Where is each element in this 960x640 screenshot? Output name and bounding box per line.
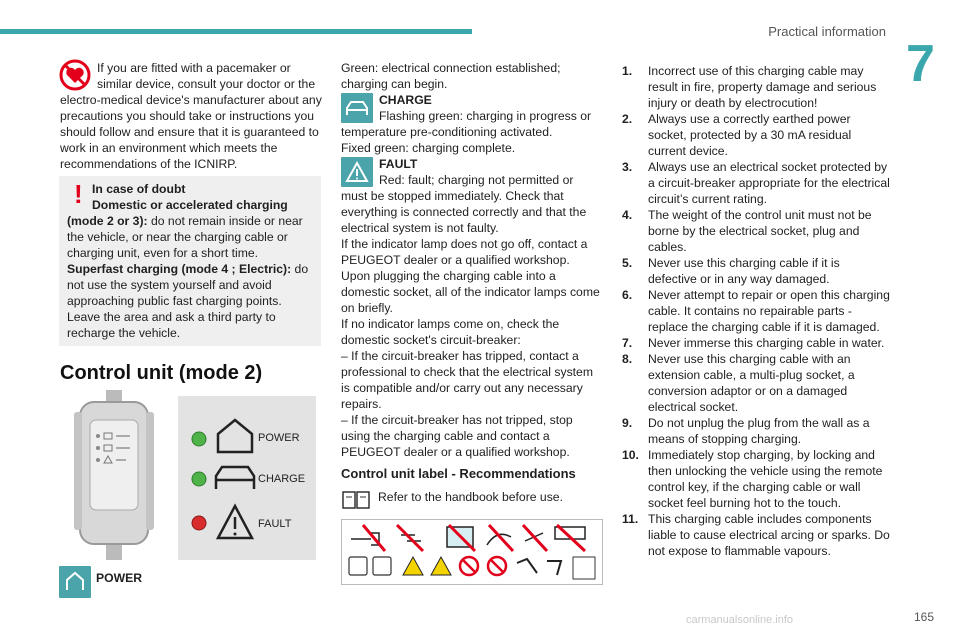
- fault-description: Red: fault; charging not permitted or must be stopped immediately. Check that everything is connected correctly and that the electrical system is not faulty.: [341, 173, 587, 235]
- list-item: 4. The weight of the control unit must not be borne by the electrical socket, plug and cables.: [622, 208, 872, 254]
- pacemaker-line2: similar device, consult your doctor or the: [97, 77, 316, 91]
- alert-paragraph-1: (mode 2 or 3): do not remain inside or near the vehicle, or near the charging cable or charging unit, even for a short time.: [67, 214, 303, 260]
- charge-label: CHARGE: [379, 93, 432, 107]
- fault-label: FAULT: [379, 157, 418, 171]
- watermark: carmanualsonline.info: [686, 614, 794, 626]
- no-lamps-paragraph: If no indicator lamps come on, check the domestic socket's circuit-breaker:: [341, 317, 560, 347]
- chapter-number: 7: [906, 35, 935, 93]
- power-icon: [59, 566, 91, 598]
- alert-title: In case of doubt: [92, 182, 186, 196]
- pacemaker-text: electro-medical device's manufacturer about any precautions you should take or instructions you should follow and ensure that it is guaranteed to work in an environment which meets the recommendations of the ICNIRP.: [60, 93, 322, 171]
- panel-fault-label: FAULT: [258, 518, 292, 530]
- list-item: 3. Always use an electrical socket protected by a circuit-breaker appropriate for the electrical circuit’s current rating.: [622, 160, 890, 206]
- handbook-text: Refer to the handbook before use.: [378, 490, 563, 504]
- not-tripped-paragraph: – If the circuit-breaker has not tripped, stop using the charging cable and contact a PEUGEOT dealer or a qualified workshop.: [341, 413, 573, 459]
- list-item: 2. Always use a correctly earthed power socket, protected by a 30 mA residual current device.: [622, 112, 852, 158]
- power-description: Green: electrical connection established; charging can begin.: [341, 61, 561, 91]
- charge-description-2: Fixed green: charging complete.: [341, 141, 516, 155]
- list-item: 11. This charging cable includes components liable to cause electrical arcing or sparks. Do not expose to flammable vapours.: [622, 512, 890, 558]
- panel-power-label: POWER: [258, 432, 300, 444]
- book-icon: [341, 488, 371, 510]
- list-item: 6. Never attempt to repair or open this charging cable. It contains no repairable parts - replace the charging cable if it is damaged.: [622, 288, 890, 334]
- alert-subtitle: Domestic or accelerated charging: [92, 198, 288, 212]
- list-item: 5. Never use this charging cable if it is defective or in any way damaged.: [622, 256, 840, 286]
- warning-pictograms-label: [341, 519, 603, 585]
- no-pacemaker-icon: [59, 59, 91, 91]
- power-label: POWER: [96, 571, 143, 585]
- exclamation-icon: !: [74, 179, 83, 209]
- list-item: 7. Never immerse this charging cable in water.: [622, 336, 885, 350]
- control-unit-illustration: [68, 390, 160, 560]
- indicator-paragraph: If the indicator lamp does not go off, contact a PEUGEOT dealer or a qualified workshop.: [341, 237, 588, 267]
- plug-in-paragraph: Upon plugging the charging cable into a domestic socket, all of the indicator lamps come on briefly.: [341, 269, 600, 315]
- label-heading: Control unit label - Recommendations: [341, 466, 576, 481]
- tripped-paragraph: – If the circuit-breaker has tripped, contact a professional to check that the electrical system is compatible and/or carry out any necessary repairs.: [341, 349, 593, 411]
- header-accent-bar: [0, 29, 472, 34]
- page-number: 165: [913, 610, 934, 624]
- list-item: 10. Immediately stop charging, by locking and then unlocking the vehicle using the remote control key, if the charging cable or wall socket feel burning hot to the touch.: [622, 448, 883, 510]
- safety-instructions-list: [622, 63, 890, 559]
- pacemaker-line1: If you are fitted with a pacemaker or: [97, 61, 291, 75]
- charge-description: Flashing green: charging in progress or temperature pre-conditioning activated.: [341, 109, 592, 139]
- list-item: 1. Incorrect use of this charging cable may result in fire, property damage and serious injury or death by electrocution!: [622, 64, 877, 110]
- alert-paragraph-2: Superfast charging (mode 4 ; Electric): do not use the system yourself and avoid approaching public fast charging points. Leave the area and ask a third party to recharge the vehicle.: [67, 262, 309, 340]
- panel-charge-label: CHARGE: [258, 473, 306, 485]
- list-item: 8. Never use this charging cable with an extension cable, a multi-plug socket, a conversion adaptor or on a damaged electrical socket.: [622, 352, 855, 414]
- header-title: Practical information: [768, 24, 886, 39]
- section-title: Control unit (mode 2): [60, 362, 263, 384]
- list-item: 9. Do not unplug the plug from the wall as a means of stopping charging.: [622, 416, 870, 446]
